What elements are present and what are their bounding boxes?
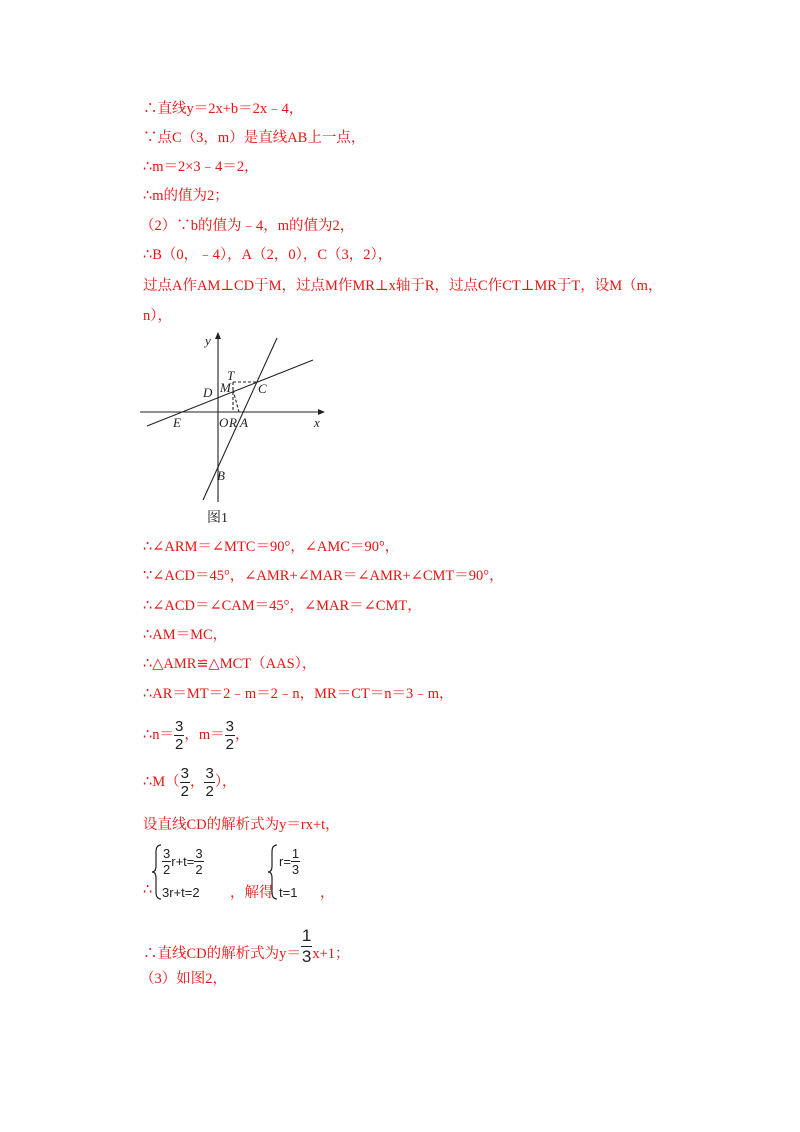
line-9: ∵∠ACD＝45°，∠AMR+∠MAR＝∠AMR+∠CMT＝90°，: [143, 568, 504, 584]
line-15-prefix: ∴M（: [143, 774, 180, 790]
fraction-den: 2: [180, 783, 189, 801]
line-11: ∴AM＝MC，: [143, 627, 228, 643]
line-14: [143, 716, 249, 754]
label-x: x: [314, 415, 320, 430]
fraction-num: 3: [195, 846, 203, 861]
line-8: ∴∠ARM＝∠MTC＝90°，∠AMC＝90°，: [143, 539, 400, 555]
line-6: ∴B（0，﹣4），A（2，0），C（3，2），: [143, 247, 393, 263]
line-18-prefix: ∴直线CD的解析式为y＝: [143, 946, 301, 962]
fraction-den: 3: [291, 862, 300, 877]
fraction-m: [225, 718, 235, 753]
system-1-eq1-tail: r+t=: [171, 853, 195, 869]
fraction-den: 2: [174, 736, 184, 754]
fraction-num: 3: [180, 765, 189, 783]
line-7b: n），: [143, 308, 172, 324]
figure-caption: 图1: [207, 511, 228, 526]
label-d: D: [203, 385, 213, 400]
system-2-eq1: [279, 846, 300, 877]
system-2-eq2: t=1: [279, 885, 298, 900]
system-1-frac-rhs: [194, 846, 203, 877]
line-14-prefix: ∴n＝: [143, 727, 174, 743]
figure-1: [135, 330, 335, 530]
fraction-num: 1: [301, 925, 312, 945]
fraction-mx: [180, 765, 190, 800]
line-12: ∴△AMR≌△MCT（AAS），: [143, 656, 317, 672]
system-2-eq1-lhs: r=: [279, 854, 291, 869]
line-7a: 过点A作AM⊥CD于M，过点M作MR⊥x轴于R，过点C作CT⊥MR于T，设M（m，: [143, 278, 663, 294]
fraction-num: 3: [205, 765, 214, 783]
line-3: ∴m＝2×3﹣4＝2，: [143, 159, 259, 175]
label-c: C: [258, 381, 267, 396]
line-19: （3）如图2，: [140, 971, 227, 987]
fraction-num: 3: [225, 718, 234, 736]
fraction-den: 2: [163, 862, 171, 877]
fraction-n: [174, 718, 184, 753]
system-1-eq2: 3r+t=2: [162, 885, 200, 900]
fraction-num: 3: [163, 846, 171, 861]
line-10: ∴∠ACD＝∠CAM＝45°，∠MAR＝∠CMT，: [143, 598, 422, 614]
system-1-frac-coef: [162, 846, 171, 877]
fraction-my: [204, 765, 214, 800]
line-17-post: ，: [320, 885, 335, 901]
line-14-mid: ，m＝: [184, 727, 225, 743]
label-t: T: [227, 368, 235, 383]
line-18: [143, 918, 350, 974]
line-17-prefix: ∴: [143, 882, 153, 898]
fraction-den: 3: [301, 946, 312, 966]
line-13: ∴AR＝MT＝2﹣m＝2﹣n，MR＝CT＝n＝3﹣m，: [143, 686, 454, 702]
fraction-den: 2: [195, 862, 203, 877]
line-15-post: ），: [214, 774, 237, 790]
line-2: ∵点C（3，m）是直线AB上一点，: [143, 130, 366, 146]
line-18-post: x+1；: [312, 946, 350, 962]
system-2-frac: [291, 846, 300, 877]
line-16: 设直线CD的解析式为y＝rx+t，: [143, 817, 340, 833]
line-1: ∴直线y＝2x+b＝2x﹣4，: [143, 101, 304, 117]
y-axis-arrow: [215, 332, 221, 339]
line-4: ∴m的值为2；: [143, 188, 229, 204]
label-y: y: [205, 333, 211, 348]
system-1-eq1: [162, 846, 204, 877]
fraction-num: 1: [291, 846, 300, 861]
line-17-mid: ，解得: [230, 885, 274, 901]
fraction-den: 2: [225, 736, 234, 754]
line-15-mid: ，: [189, 774, 205, 790]
system-brace-2: [268, 844, 278, 900]
fraction-den: 2: [205, 783, 214, 801]
fraction-num: 3: [174, 718, 184, 736]
label-a: A: [240, 415, 248, 430]
label-m: M: [220, 380, 231, 395]
line-14-post: ，: [234, 727, 250, 743]
system-brace-1: [152, 844, 162, 900]
dashed-ma: [233, 390, 239, 412]
label-r: R: [229, 415, 237, 430]
fraction-slope: [301, 926, 312, 967]
label-e: E: [173, 415, 181, 430]
line-15: [143, 763, 237, 801]
label-o: O: [219, 415, 229, 430]
label-b: B: [217, 468, 225, 483]
line-5: （2）∵b的值为﹣4，m的值为2，: [140, 218, 355, 234]
